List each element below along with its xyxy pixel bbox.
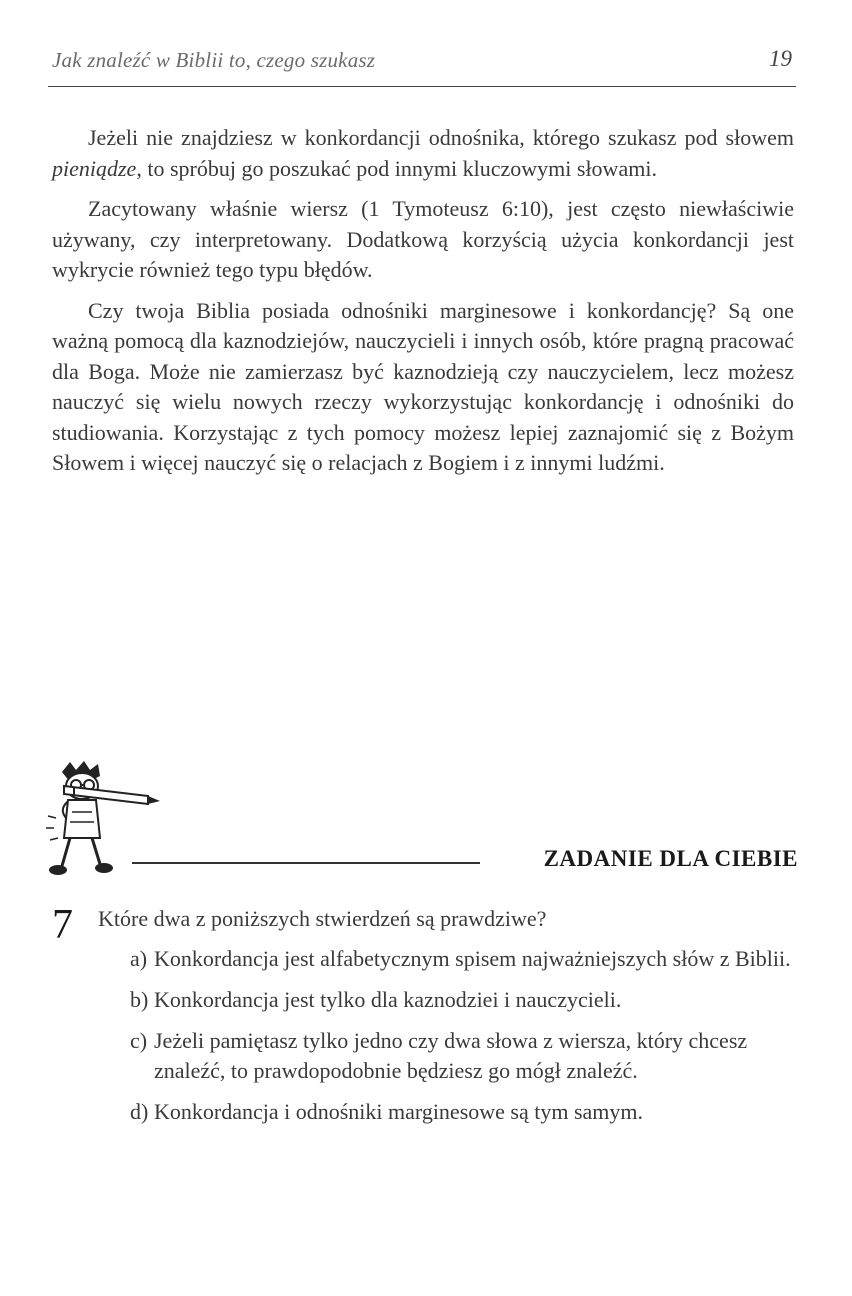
option-text: Konkordancja jest alfabetycznym spisem najważniejszych słów z Biblii. — [154, 946, 791, 971]
option-c — [130, 1026, 800, 1086]
header-title: Jak znaleźć w Biblii to, czego szukasz — [52, 48, 376, 72]
option-text: Konkordancja jest tylko dla kaznodziei i nauczycieli. — [154, 987, 622, 1012]
paragraph-3 — [52, 296, 794, 479]
option-letter: a) — [130, 946, 148, 971]
task-heading — [132, 846, 798, 876]
option-b — [130, 985, 800, 1015]
paragraph-3-text: Czy twoja Biblia posiada odnośniki marginesowe i konkordancję? Są one ważną pomocą dla kaznodziejów, nauczycieli i innych osób, które pragną pracować dla Boga. Może nie zamierzasz być kaznodzieją czy nauczycielem, lecz możesz nauczyć się wielu nowych rzeczy wykorzystując konkordancję i odnośniki do studiowania. Korzystając z tych pomocy możesz lepiej zaznajomić się z Bożym Słowem i więcej nauczyć się o relacjach z Bogiem i z innymi ludźmi. — [52, 297, 794, 475]
body-text — [52, 123, 794, 489]
paragraph-2 — [52, 194, 794, 286]
emphasized-word: pieniądze — [52, 155, 137, 181]
paragraph-1-text-end: , to spróbuj go poszukać pod innymi kluczowymi słowami. — [136, 155, 657, 181]
paragraph-1-text: Jeżeli nie znajdziesz w konkordancji odnośnika, którego szukasz pod słowem — [88, 125, 794, 150]
option-text: Jeżeli pamiętasz tylko jedno czy dwa słowa z wiersza, który chcesz znaleźć, to prawdopodobnie będziesz go mógł znaleźć. — [154, 1028, 748, 1083]
paragraph-1 — [52, 123, 794, 184]
paragraph-2-text: Zacytowany właśnie wiersz (1 Tymoteusz 6:10), jest często niewłaściwie używany, czy interpretowany. Dodatkową korzyścią użycia konkordancji jest wykrycie również tego typu błędów. — [52, 196, 794, 282]
option-a — [130, 944, 800, 974]
answer-options — [130, 944, 800, 1127]
option-text: Konkordancja i odnośniki marginesowe są tym samym. — [154, 1099, 644, 1124]
question-number: 7 — [52, 902, 73, 948]
question-text: Które dwa z poniższych stwierdzeń są prawdziwe? — [98, 906, 547, 931]
option-d — [130, 1097, 800, 1127]
option-letter: c) — [130, 1028, 148, 1053]
running-header — [48, 40, 796, 87]
page-number: 19 — [769, 46, 792, 71]
question-block — [52, 904, 800, 1138]
option-letter: b) — [130, 987, 149, 1012]
task-title: ZADANIE DLA CIEBIE — [543, 846, 798, 871]
option-letter: d) — [130, 1099, 149, 1124]
heading-rule — [132, 862, 480, 864]
